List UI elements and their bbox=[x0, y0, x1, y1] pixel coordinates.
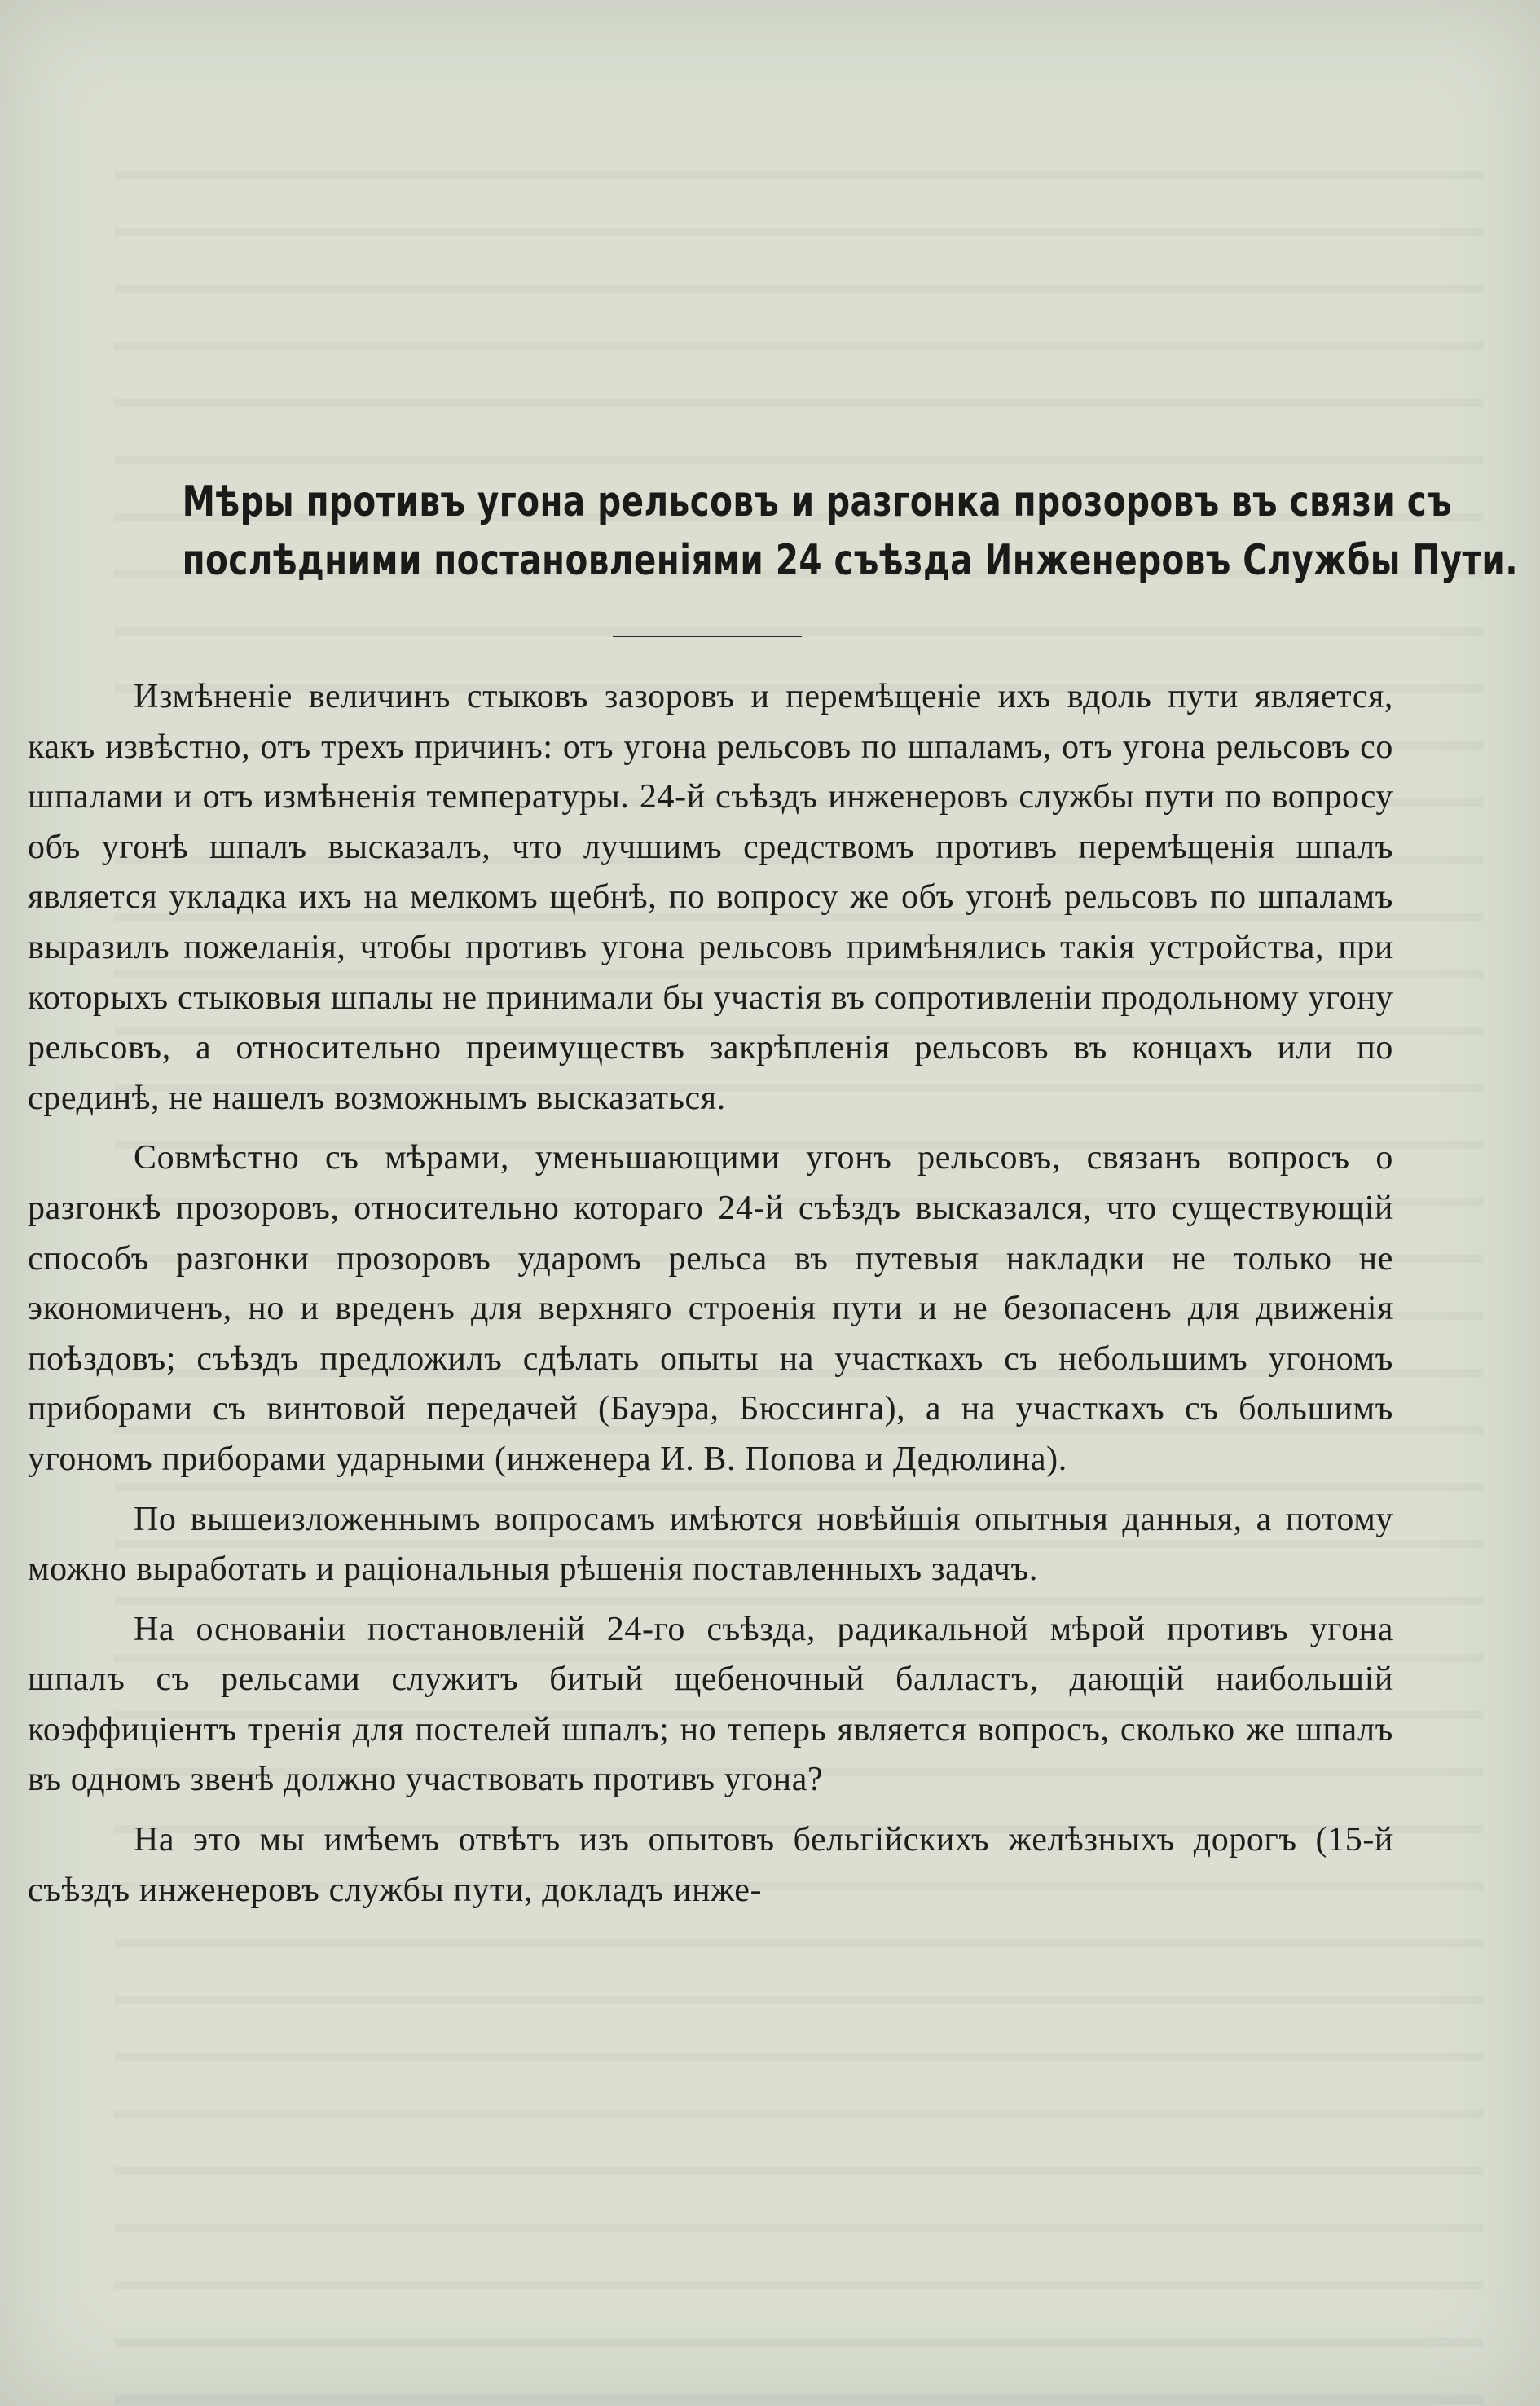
paragraph-5: На это мы имѣемъ отвѣтъ изъ опытовъ бельгійскихъ желѣзныхъ дорогъ (15-й съѣздъ инженеровъ службы пути, докладъ инже- bbox=[28, 1821, 1393, 1909]
paragraph-1: Измѣненіе величинъ стыковъ зазоровъ и перемѣщеніе ихъ вдоль пути является, какъ извѣстно, отъ трехъ причинъ: отъ угона рельсовъ по шпаламъ, отъ угона рельсовъ со шпалами и отъ измѣненія температуры. 24-й съѣздъ инженеровъ службы пути по вопросу объ угонѣ шпалъ высказалъ, что лучшимъ средствомъ противъ перемѣщенія шпалъ является укладка ихъ на мелкомъ щебнѣ, по вопросу же объ угонѣ рельсовъ по шпаламъ выразилъ пожеланія, чтобы противъ угона рельсовъ примѣнялись такія устройства, при которыхъ стыковыя шпалы не принимали бы участія въ сопротивленіи продольному угону рельсовъ, а относительно преимуществъ закрѣпленія рельсовъ въ концахъ или по срединѣ, не нашелъ возможнымъ высказаться. bbox=[28, 678, 1393, 1117]
article-title-line-1: Мѣры противъ угона рельсовъ и разгонка прозоровъ въ связи съ bbox=[182, 477, 1453, 526]
paragraph-4: На основаніи постановленій 24-го съѣзда, радикальной мѣрой противъ угона шпалъ съ рельсами служитъ битый щебеночный балластъ, дающій наибольшій коэффиціентъ тренія для постелей шпалъ; но теперь является вопросъ, сколько же шпалъ въ одномъ звенѣ должно участвовать противъ угона? bbox=[28, 1610, 1393, 1799]
article-title-line-2: послѣдними постановленіями 24 съѣзда Инженеровъ Службы Пути. bbox=[182, 536, 1519, 585]
paragraph-2: Совмѣстно съ мѣрами, уменьшающими угонъ рельсовъ, связанъ вопросъ о разгонкѣ прозоровъ, относительно котораго 24-й съѣздъ высказался, что существующій способъ разгонки прозоровъ ударомъ рельса въ путевыя накладки не только не экономиченъ, но и вреденъ для верхняго строенія пути и не безопасенъ для движенія поѣздовъ; съѣздъ предложилъ сдѣлать опыты на участкахъ съ небольшимъ угономъ приборами съ винтовой передачей (Бауэра, Бюссинга), а на участкахъ съ большимъ угономъ приборами ударными (инженера И. В. Попова и Дедюлина). bbox=[28, 1139, 1393, 1478]
article-body bbox=[28, 672, 1393, 1925]
paragraph-3: По вышеизложеннымъ вопросамъ имѣются новѣйшія опытныя данныя, а потому можно выработать и раціональныя рѣшенія поставленныхъ задачъ. bbox=[28, 1500, 1393, 1589]
article-title bbox=[182, 473, 1519, 590]
title-divider bbox=[613, 636, 802, 637]
